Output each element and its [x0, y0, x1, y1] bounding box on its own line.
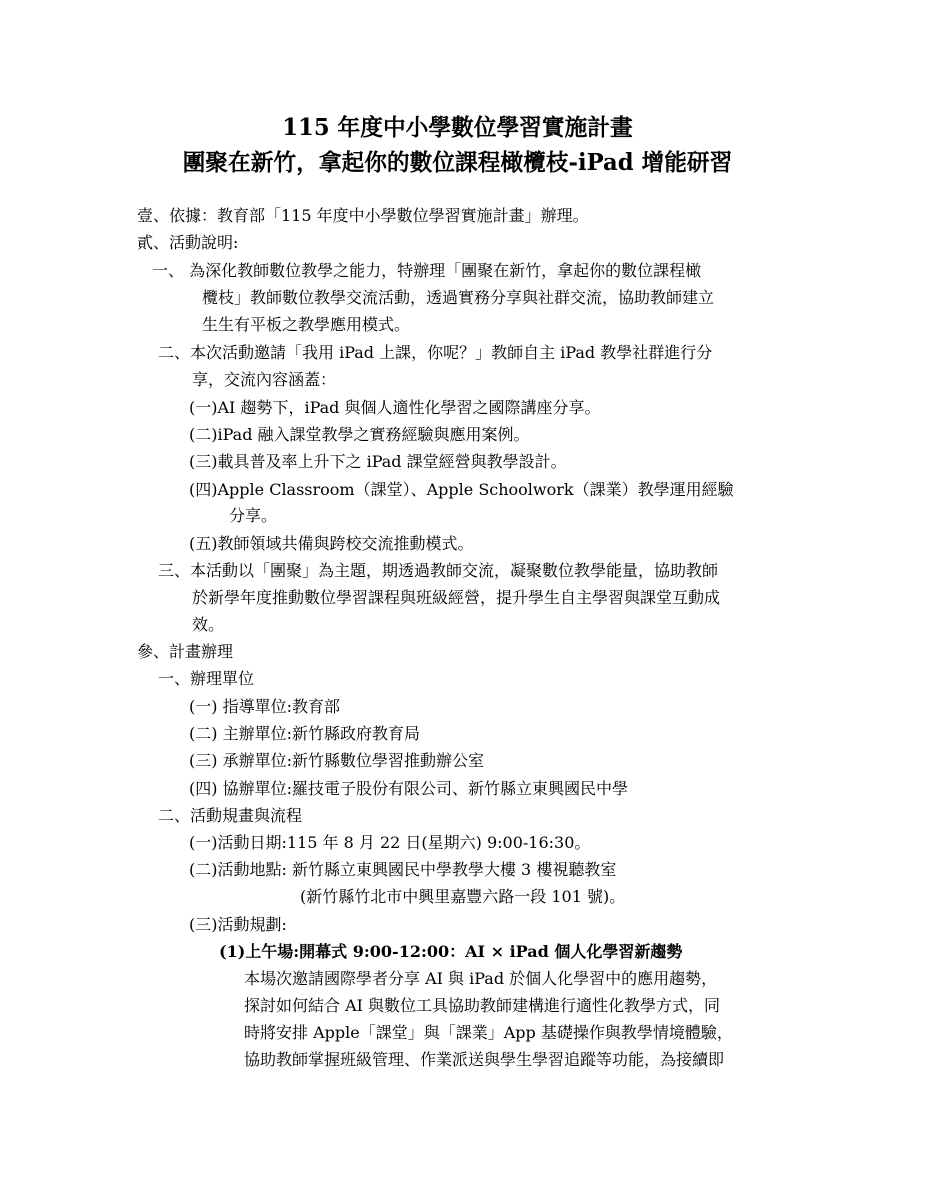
paragraph-line: 本場次邀請國際學者分享 AI 與 iPad 於個人化學習中的應用趨勢，: [244, 969, 718, 988]
list-item-continuation: (新竹縣竹北市中興里嘉豐六路一段 101 號)。: [300, 887, 626, 906]
list-item: (五)教師領域共備與跨校交流推動模式。: [189, 534, 474, 553]
paragraph-line: 欖枝」教師數位教學交流活動，透過實務分享與社群交流，協助教師建立: [202, 288, 715, 307]
session-heading: (1)上午場:開幕式 9:00-12:00：AI × iPad 個人化學習新趨勢: [219, 942, 683, 961]
subsection-heading: 二、活動規畫與流程: [158, 806, 303, 825]
paragraph-line: 時將安排 Apple「課堂」與「課業」App 基礎操作與教學情境體驗，: [244, 1023, 733, 1042]
list-item: (一)活動日期:115 年 8 月 22 日(星期六) 9:00-16:30。: [189, 833, 591, 852]
section-heading-activity: 貳、活動說明:: [137, 233, 239, 252]
section-basis: 壹、依據：教育部「115 年度中小學數位學習實施計畫」辦理。: [137, 206, 589, 225]
document-title: 115 年度中小學數位學習實施計畫: [282, 114, 633, 141]
list-item: (四) 協辦單位:羅技電子股份有限公司、新竹縣立東興國民中學: [189, 779, 628, 798]
list-item: (三)活動規劃:: [189, 915, 287, 934]
paragraph-line: 二、本次活動邀請「我用 iPad 上課，你呢？」教師自主 iPad 教學社群進行分: [158, 343, 713, 362]
paragraph-line: 一、 為深化教師數位教學之能力，特辦理「團聚在新竹，拿起你的數位課程橄: [152, 261, 702, 280]
paragraph-line: 於新學年度推動數位學習課程與班級經營，提升學生自主學習與課堂互動成: [192, 588, 721, 607]
document-subtitle: 團聚在新竹，拿起你的數位課程橄欖枝-iPad 增能研習: [182, 149, 733, 176]
list-item: (一)AI 趨勢下，iPad 與個人適性化學習之國際講座分享。: [189, 398, 601, 417]
list-item: (二) 主辦單位:新竹縣政府教育局: [189, 724, 420, 743]
list-item: (三) 承辦單位:新竹縣數位學習推動辦公室: [189, 751, 484, 770]
list-item: (三)載具普及率上升下之 iPad 課堂經營與教學設計。: [189, 452, 567, 471]
list-item: (二)iPad 融入課堂教學之實務經驗與應用案例。: [189, 425, 530, 444]
paragraph-line: 三、本活動以「團聚」為主題，期透過教師交流，凝聚數位教學能量，協助教師: [158, 561, 719, 580]
paragraph-line: 生生有平板之教學應用模式。: [202, 315, 411, 334]
paragraph-line: 享，交流內容涵蓋：: [192, 370, 337, 389]
section-heading-plan: 參、計畫辦理: [137, 642, 234, 661]
subsection-heading: 一、辦理單位: [158, 669, 255, 688]
list-item-continuation: 分享。: [229, 506, 278, 525]
list-item: (二)活動地點: 新竹縣立東興國民中學教學大樓 3 樓視聽教室: [189, 860, 617, 879]
paragraph-line: 探討如何結合 AI 與數位工具協助教師建構進行適性化教學方式，同: [244, 996, 721, 1015]
list-item: (一) 指導單位:教育部: [189, 697, 340, 716]
paragraph-line: 效。: [192, 615, 225, 634]
list-item: (四)Apple Classroom（課堂）、Apple Schoolwork（課業）教學運用經驗: [189, 480, 734, 499]
paragraph-line: 協助教師掌握班級管理、作業派送與學生學習追蹤等功能，為接續即: [244, 1050, 725, 1069]
